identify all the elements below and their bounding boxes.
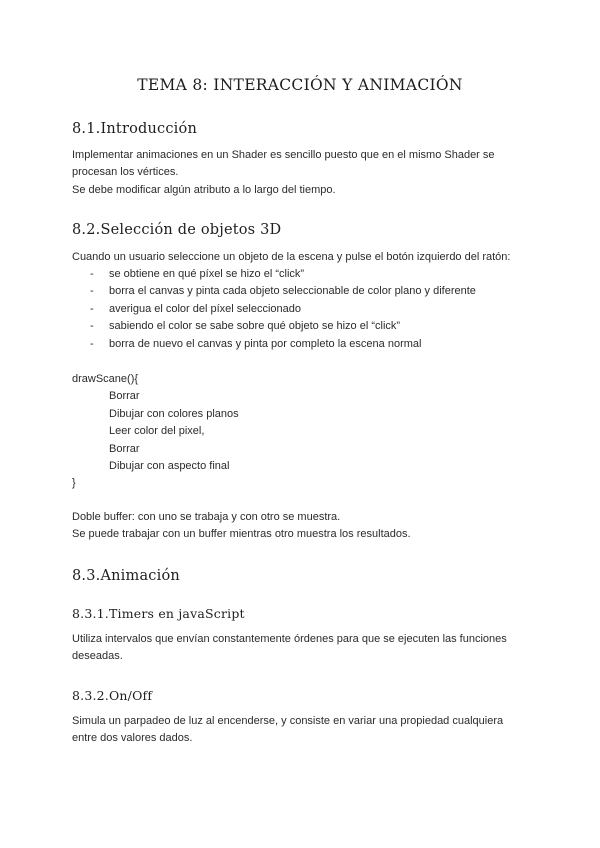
list-item-text: averigua el color del píxel seleccionado <box>109 302 302 315</box>
code-line: drawScane(){ <box>72 373 139 385</box>
code-line: Dibujar con colores planos <box>109 407 239 420</box>
code-line: } <box>72 477 76 490</box>
text-line: Cuando un usuario seleccione un objeto de la escena y pulse el botón izquierdo del ratón: <box>72 251 511 263</box>
section-heading-seleccion: 8.2.Selección de objetos 3D <box>72 222 282 238</box>
text-line: Se puede trabajar con un buffer mientras otro muestra los resultados. <box>72 528 411 541</box>
dash-icon: - <box>90 337 94 350</box>
subsection-heading-onoff: 8.3.2.On/Off <box>72 688 153 703</box>
text-line: Simula un parpadeo de luz al encenderse, y consiste en variar una propiedad cualquiera <box>72 715 504 727</box>
pseudocode-block <box>72 371 239 493</box>
onoff-paragraph <box>72 713 532 748</box>
list-item <box>72 283 476 300</box>
section-heading-intro: 8.1.Introducción <box>72 121 197 137</box>
subsection-heading-timers: 8.3.1.Timers en javaScript <box>72 606 245 621</box>
list-item-text: borra de nuevo el canvas y pinta por completo la escena normal <box>109 337 422 350</box>
intro-paragraph <box>72 147 532 199</box>
code-line: Borrar <box>109 442 140 455</box>
timers-paragraph <box>72 631 532 666</box>
list-item <box>72 266 476 283</box>
list-item-text: se obtiene en qué píxel se hizo el “click” <box>109 268 305 280</box>
list-item-text: sabiendo el color se sabe sobre qué objeto se hizo el “click” <box>109 320 401 333</box>
text-line: Implementar animaciones en un Shader es sencillo puesto que en el mismo Shader se <box>72 149 495 161</box>
dash-icon: - <box>90 285 94 298</box>
seleccion-lead <box>72 249 532 266</box>
section-heading-animacion: 8.3.Animación <box>72 568 180 584</box>
list-item <box>72 336 476 353</box>
code-line: Dibujar con aspecto final <box>109 460 230 473</box>
code-line: Leer color del pixel, <box>109 425 205 438</box>
buffer-paragraph <box>72 509 532 544</box>
text-line: Doble buffer: con uno se trabaja y con otro se muestra. <box>72 511 341 523</box>
code-line: Borrar <box>109 390 140 403</box>
text-line: deseadas. <box>72 650 123 663</box>
dash-icon: - <box>90 302 94 315</box>
text-line: procesan los vértices. <box>72 166 179 179</box>
seleccion-bullet-list <box>72 266 476 353</box>
dash-icon: - <box>90 268 94 280</box>
page-title: TEMA 8: INTERACCIÓN Y ANIMACIÓN <box>137 76 463 94</box>
list-item-text: borra el canvas y pinta cada objeto seleccionable de color plano y diferente <box>109 285 476 298</box>
dash-icon: - <box>90 320 94 333</box>
list-item <box>72 301 476 318</box>
text-line: entre dos valores dados. <box>72 732 193 745</box>
text-line: Se debe modificar algún atributo a lo largo del tiempo. <box>72 183 336 196</box>
text-line: Utiliza intervalos que envían constantemente órdenes para que se ejecuten las funciones <box>72 633 507 645</box>
list-item <box>72 318 476 335</box>
